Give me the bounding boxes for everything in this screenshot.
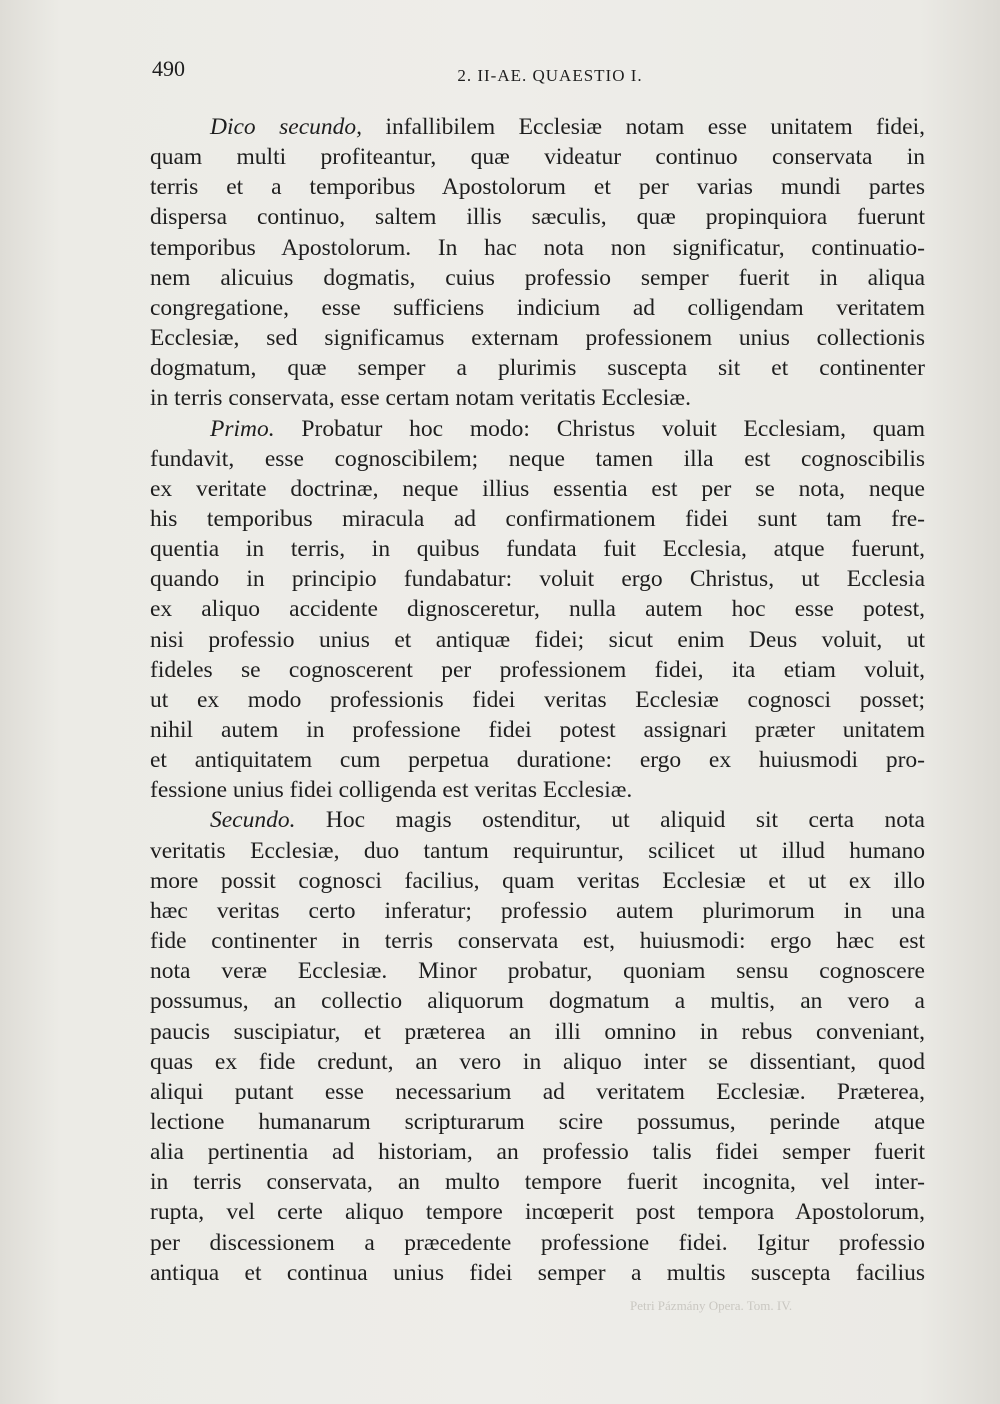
- line-text: nihil autem in professione fidei potest assignari præter unitatem: [150, 717, 925, 743]
- text-line: [150, 1167, 925, 1197]
- line-text: et antiquitatem cum perpetua duratione: ergo ex huiusmodi pro-: [150, 747, 925, 774]
- line-text: antiqua et continua unius fidei semper a multis suscepta facilius: [150, 1259, 925, 1286]
- text-line: [150, 383, 925, 413]
- line-text: Probatur hoc modo: Christus voluit Ecclesiam, quam: [274, 415, 925, 442]
- line-text: ut ex modo professionis fidei veritas Ecclesiæ cognosci posset;: [150, 686, 925, 713]
- paragraph-lead: Secundo.: [210, 807, 296, 834]
- line-text: aliqui putant esse necessarium ad veritatem Ecclesiæ. Præterea,: [150, 1078, 925, 1105]
- text-line: [150, 474, 925, 504]
- text-line: [150, 745, 925, 775]
- text-line: [150, 1197, 925, 1227]
- text-line: [150, 594, 925, 624]
- text-line: [150, 112, 925, 142]
- text-line: [150, 444, 925, 474]
- line-text: fessione unius fidei colligenda est veritas Ecclesiæ.: [150, 777, 633, 804]
- line-text: veritatis Ecclesiæ, duo tantum requiruntur, scilicet ut illud humano: [150, 837, 925, 864]
- text-line: [150, 775, 925, 805]
- line-text: fide continenter in terris conservata est, huiusmodi: ergo hæc est: [150, 928, 925, 955]
- text-line: [150, 263, 925, 293]
- line-text: quas ex fide credunt, an vero in aliquo inter se dissentiant, quod: [150, 1048, 925, 1075]
- text-line: [150, 1137, 925, 1167]
- text-line: [150, 1017, 925, 1047]
- text-line: [150, 715, 925, 745]
- text-line: [150, 534, 925, 564]
- text-line: [150, 866, 925, 896]
- line-text: infallibilem Ecclesiæ notam esse unitatem fidei,: [362, 114, 925, 140]
- line-text: fideles se cognoscerent per professionem fidei, ita etiam voluit,: [150, 656, 925, 683]
- text-line: [150, 625, 925, 655]
- text-line: [150, 986, 925, 1016]
- text-line: [150, 956, 925, 986]
- line-text: Ecclesiæ, sed significamus externam professionem unius collectionis: [150, 325, 925, 352]
- text-line: [150, 655, 925, 685]
- text-line: [150, 353, 925, 383]
- text-line: [150, 564, 925, 594]
- text-line: [150, 323, 925, 353]
- line-text: nisi professio unius et antiquæ fidei; sicut enim Deus voluit, ut: [150, 626, 925, 653]
- text-line: [150, 896, 925, 926]
- line-text: rupta, vel certe aliquo tempore incœperit post tempora Apostolorum,: [150, 1199, 925, 1226]
- text-line: [150, 1077, 925, 1107]
- line-text: congregatione, esse sufficiens indicium ad colligendam veritatem: [150, 294, 925, 321]
- line-text: possumus, an collectio aliquorum dogmatum a multis, an vero a: [150, 988, 925, 1015]
- line-text: Hoc magis ostenditur, ut aliquid sit certa nota: [295, 807, 925, 834]
- line-text: terris et a temporibus Apostolorum et per varias mundi partes: [150, 174, 925, 201]
- text-line: [150, 414, 925, 444]
- line-text: paucis suscipiatur, et præterea an illi omnino in rebus conveniant,: [150, 1018, 925, 1045]
- line-text: lectione humanarum scripturarum scire possumus, perinde atque: [150, 1108, 925, 1135]
- text-line: [150, 293, 925, 323]
- text-line: [150, 142, 925, 172]
- line-text: quentia in terris, in quibus fundata fuit Ecclesia, atque fuerunt,: [150, 536, 925, 563]
- text-line: [150, 685, 925, 715]
- text-line: [150, 1107, 925, 1137]
- text-line: [150, 805, 925, 835]
- footer-bleedthrough-text: Petri Pázmány Opera. Tom. IV.: [630, 1298, 793, 1313]
- text-line: [150, 836, 925, 866]
- text-line: [150, 1047, 925, 1077]
- line-text: his temporibus miracula ad confirmationem fidei sunt tam fre-: [150, 505, 925, 532]
- line-text: in terris conservata, an multo tempore fuerit incognita, vel inter-: [150, 1169, 925, 1196]
- line-text: ex veritate doctrinæ, neque illius essentia est per se nota, neque: [150, 475, 925, 502]
- line-text: dogmatum, quæ semper a plurimis suscepta sit et continenter: [150, 355, 925, 382]
- text-line: [150, 202, 925, 232]
- line-text: temporibus Apostolorum. In hac nota non significatur, continuatio-: [150, 234, 925, 261]
- running-head: 2. II-AE. QUAESTIO I.: [457, 66, 643, 85]
- text-line: [150, 172, 925, 202]
- line-text: hæc veritas certo inferatur; professio autem plurimorum in una: [150, 897, 925, 924]
- line-text: more possit cognosci facilius, quam veritas Ecclesiæ et ut ex illo: [150, 867, 925, 894]
- line-text: quando in principio fundabatur: voluit ergo Christus, ut Ecclesia: [150, 566, 925, 593]
- paragraph-lead: Dico secundo,: [210, 114, 363, 140]
- line-text: nota veræ Ecclesiæ. Minor probatur, quoniam sensu cognoscere: [150, 958, 925, 985]
- text-line: [150, 1228, 925, 1258]
- line-text: per discessionem a præcedente professione fidei. Igitur professio: [150, 1229, 925, 1256]
- page-number: 490: [152, 56, 185, 81]
- paragraph-lead: Primo.: [210, 415, 275, 442]
- line-text: ex aliquo accidente dignosceretur, nulla autem hoc esse potest,: [150, 596, 925, 623]
- line-text: quam multi profiteantur, quæ videatur continuo conservata in: [150, 144, 925, 171]
- text-line: [150, 233, 925, 263]
- line-text: in terris conservata, esse certam notam veritatis Ecclesiæ.: [150, 385, 691, 412]
- line-text: fundavit, esse cognoscibilem; neque tamen illa est cognoscibilis: [150, 445, 925, 472]
- text-line: [150, 1258, 925, 1288]
- line-text: nem alicuius dogmatis, cuius professio semper fuerit in aliqua: [150, 264, 925, 291]
- line-text: alia pertinentia ad historiam, an professio talis fidei semper fuerit: [150, 1139, 925, 1166]
- text-line: [150, 926, 925, 956]
- line-text: dispersa continuo, saltem illis sæculis, quæ propinquiora fuerunt: [150, 204, 925, 231]
- text-line: [150, 504, 925, 534]
